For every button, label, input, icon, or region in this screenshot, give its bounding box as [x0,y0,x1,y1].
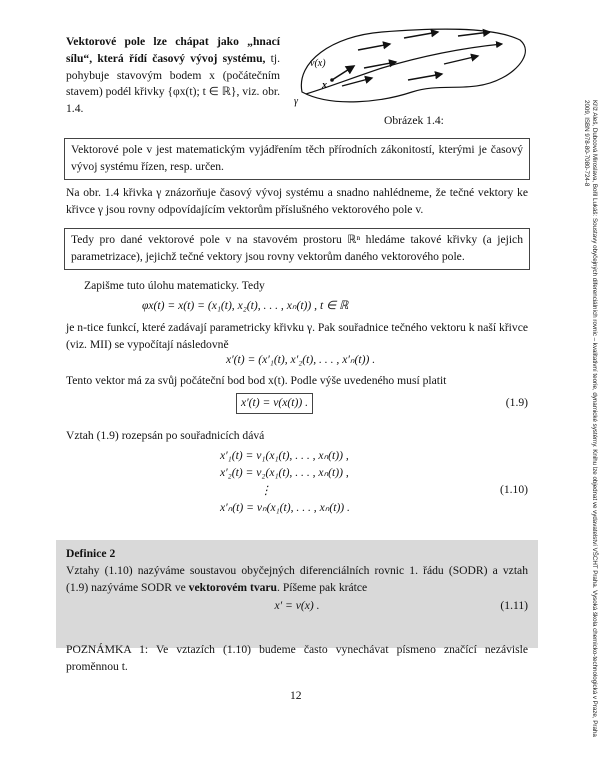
label-x: x [322,80,327,91]
equation-system-1-10 [220,447,350,517]
equation-1-11-body: x′ = v(x) . [274,599,320,613]
definition-heading: Definice 2 [66,547,116,560]
definition-text [66,563,528,597]
equation-curve: φx(t) = x(t) = (x₁(t), x₂(t), . . . , xₙ(t)) , t ∈ ℝ [142,299,349,312]
remark-note: POZNÁMKA 1: Ve vztazích (1.10) budeme často vynechávat písmeno značící nezávisle proměnnou t. [66,643,528,673]
side-margin-text: Kříž Aleš, Dubcová Miroslava, Bořil Lukáš: Soustavy obyčejných diferenciálních rovnic – kvalitativní teorie, dynamické systémy. Knihu lze objednat ve vydavatelství VŠCHT Praha. Vysoká škola chemicko-technologická v Praze, Praha 2009, ISBN 978-80-7080-724-8 [582,100,598,737]
system-line: ⋮ [260,483,272,497]
system-line: x′₂(t) = v₂(x₁(t), . . . , xₙ(t)) , [220,466,349,480]
label-gamma: γ [294,96,298,107]
definition-box [56,540,538,648]
system-line: x′ₙ(t) = vₙ(x₁(t), . . . , xₙ(t)) . [220,501,350,515]
equation-1-9: x′(t) = v(x(t)) . [236,393,313,414]
label-v: v(x) [310,58,326,69]
system-line: x′₁(t) = v₁(x₁(t), . . . , xₙ(t)) , [220,449,349,462]
page-number: 12 [290,689,302,702]
boxed-statement-2: Tedy pro dané vektorové pole v na stavovém prostoru ℝⁿ hledáme takové křivky (a jejich parametrizace), jejichž tečné vektory jsou rovny vektorům daného vektorového pole. [64,228,530,270]
paragraph-3: je n-tice funkcí, které zadávají parametricky křivku γ. Pak souřadnice tečného vektoru k naší křivce (viz. MII) se vypočítají následovně [66,321,528,351]
definition-text-b: . Píšeme pak krátce [277,580,368,594]
boxed-statement-1: Vektorové pole v jest matematickým vyjádřením těch přírodních zákonitostí, kterými je časový vývoj systému řízen, resp. určen. [64,138,530,180]
equation-number-1-9: (1.9) [505,396,528,409]
intro-bold-text: Vektorové pole lze chápat jako „hnací sílu“, která řídí časový vývoj systému, [66,35,280,65]
paragraph-1: Na obr. 1.4 křivka γ znázorňuje časový vývoj systému a snadno nahlédneme, že tečné vektory ke křivce γ jsou rovny odpovídajícím vektorům příslušného vektorového pole v. [66,186,528,216]
intro-text: tj. pohybuje stavovým bodem x (počátečním stavem) podél křivky {φx(t); t ∈ ℝ}, viz. obr. 1.4. [66,51,280,116]
paragraph-4: Tento vektor má za svůj počáteční bod bod x(t). Podle výše uvedeného musí platit [66,374,447,387]
region-outline [301,29,525,102]
equation-tangent: x′(t) = (x′₁(t), x′₂(t), . . . , x′ₙ(t)) . [226,353,376,366]
equation-1-11 [66,598,528,615]
paragraph-2: Zapišme tuto úlohu matematicky. Tedy [84,279,265,292]
intro-paragraph [66,34,280,118]
figure-vector-field [292,22,534,108]
equation-number-1-11: (1.11) [500,599,528,613]
paragraph-5: Vztah (1.9) rozepsán po souřadnicích dává [66,429,265,442]
equation-number-1-10: (1.10) [499,483,528,496]
definition-text-bold: vektorovém tvaru [188,580,278,594]
figure-caption: Obrázek 1.4: [384,114,444,127]
definition-text-a: Vztahy (1.10) nazýváme soustavou obyčejných diferenciálních rovnic 1. řádu (SODR) a vztah (1.9) nazýváme SODR ve [66,563,528,594]
